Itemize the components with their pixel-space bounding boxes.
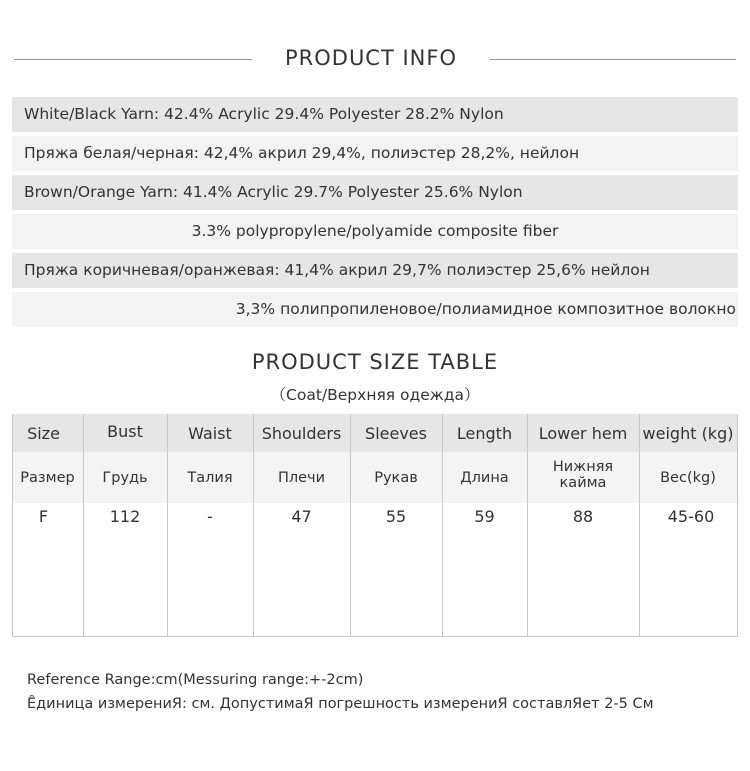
- col-header-size-ru: Размер: [20, 469, 75, 486]
- product-info-title: PRODUCT INFO: [284, 46, 457, 70]
- material-row-composite-fiber-ru: 3,3% полипропиленовое/полиамидное композитное волокно: [12, 292, 738, 327]
- measurement-notes: [27, 669, 654, 717]
- header-rule-right: [490, 59, 736, 60]
- col-header-weight: weight (kg): [642, 423, 734, 443]
- note-measurement-unit-ru: Ȇдиница измерениЯ: см. ДопустимаЯ погрешность измерениЯ составлЯет 2-5 См: [27, 696, 654, 712]
- material-row-white-black-en: White/Black Yarn: 42.4% Acrylic 29.4% Polyester 28.2% Nylon: [12, 97, 738, 132]
- cell-lower-hem: 88: [572, 506, 594, 526]
- cell-waist: -: [207, 506, 213, 526]
- col-header-shoulders-ru: Плечи: [277, 469, 326, 486]
- cell-length: 59: [474, 506, 495, 526]
- col-header-size: Size: [27, 423, 60, 443]
- cell-shoulders: 47: [291, 506, 312, 526]
- material-row-composite-fiber-en: 3.3% polypropylene/polyamide composite fiber: [12, 214, 738, 249]
- col-header-sleeves: Sleeves: [365, 423, 427, 443]
- col-header-weight-ru: Вес(kg): [660, 469, 716, 486]
- cell-bust: 112: [109, 506, 141, 526]
- size-table-subtitle: （Coat/Верхняя одежда）: [270, 386, 480, 404]
- header-rule-left: [14, 59, 252, 60]
- col-header-sleeves-ru: Рукав: [374, 469, 418, 486]
- material-row-white-black-ru: Пряжа белая/черная: 42,4% акрил 29,4%, полиэстер 28,2%, нейлон: [12, 136, 738, 171]
- col-header-length-ru: Длина: [460, 469, 509, 486]
- product-info-header: [0, 44, 750, 76]
- col-header-length: Length: [456, 423, 513, 443]
- material-composition-list: [12, 97, 738, 331]
- cell-weight: 45-60: [667, 506, 715, 526]
- col-header-lower-hem-ru: Нижняя кайма: [552, 458, 614, 491]
- col-header-bust: Bust: [107, 421, 143, 441]
- col-header-waist: Waist: [188, 423, 232, 443]
- size-table-title: PRODUCT SIZE TABLE: [251, 350, 499, 374]
- note-reference-range: Reference Range:cm(Messuring range:+-2cm): [27, 672, 364, 688]
- table-border-bottom: [12, 636, 738, 637]
- col-header-bust-ru: Грудь: [102, 469, 148, 486]
- size-table: [12, 414, 738, 637]
- col-header-waist-ru: Талия: [187, 469, 233, 486]
- material-row-brown-orange-ru: Пряжа коричневая/оранжевая: 41,4% акрил 29,7% полиэстер 25,6% нейлон: [12, 253, 738, 288]
- col-header-lower-hem: Lower hem: [538, 423, 628, 443]
- material-row-brown-orange-en: Brown/Orange Yarn: 41.4% Acrylic 29.7% Polyester 25.6% Nylon: [12, 175, 738, 210]
- col-header-shoulders: Shoulders: [261, 423, 342, 443]
- cell-size: F: [38, 506, 49, 526]
- cell-sleeves: 55: [385, 506, 407, 526]
